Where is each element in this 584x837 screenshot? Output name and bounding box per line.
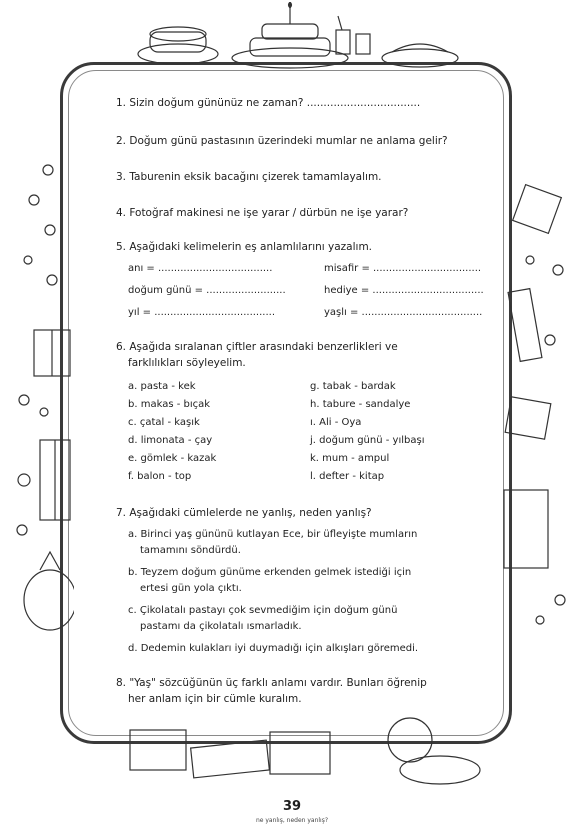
- party-food-illustration: [130, 2, 460, 72]
- gift-box-4: [505, 397, 551, 439]
- pair-g: g. tabak - bardak: [310, 381, 396, 392]
- sentence-a-line-2: tamamını söndürdü.: [140, 545, 241, 556]
- pair-i: ı. Ali - Oya: [310, 417, 362, 428]
- pair-c: c. çatal - kaşık: [128, 417, 200, 428]
- bottom-gifts-illustration: [120, 710, 540, 790]
- pair-k: k. mum - ampul: [310, 453, 390, 464]
- sentence-c-line-2: pastamı da çikolatalı ısmarladık.: [140, 621, 302, 632]
- gift-box-3: [513, 185, 562, 234]
- teddy-head: [388, 718, 432, 762]
- question-6-line-1: 6. Aşağıda sıralanan çiftler arasındaki benzerlikleri ve: [116, 341, 398, 353]
- left-gifts-illustration: [4, 150, 74, 770]
- synonym-ani: anı = ....................................: [128, 263, 273, 274]
- cake-plate: [232, 48, 348, 68]
- question-1: 1. Sizin doğum gününüz ne zaman? ..................................: [116, 97, 421, 109]
- synonym-hediye: hediye = ...................................: [324, 285, 484, 296]
- synonym-yasli: yaşlı = ......................................: [324, 307, 483, 318]
- sentence-b-line-1: b. Teyzem doğum günüme erkenden gelmek istediği için: [128, 567, 412, 578]
- question-2: 2. Doğum günü pastasının üzerindeki mumlar ne anlama gelir?: [116, 135, 448, 147]
- cake-slice: [150, 32, 206, 52]
- pair-j: j. doğum günü - yılbaşı: [310, 435, 425, 446]
- page-footer: ne yanlış, neden yanlış?: [255, 817, 329, 824]
- gift-box-5: [130, 730, 186, 770]
- pair-e: e. gömlek - kazak: [128, 453, 217, 464]
- pair-d: d. limonata - çay: [128, 435, 213, 446]
- wrapped-gift: [24, 570, 74, 630]
- teddy-body: [400, 756, 480, 784]
- gift-box-6: [191, 740, 270, 778]
- synonym-yil: yıl = ......................................: [128, 307, 276, 318]
- pair-f: f. balon - top: [128, 471, 192, 482]
- question-8-line-1: 8. "Yaş" sözcüğünün üç farklı anlamı vardır. Bunları öğrenip: [116, 677, 427, 689]
- pair-l: l. defter - kitap: [310, 471, 385, 482]
- sentence-d: d. Dedemin kulakları iyi duymadığı için alkışları göremedi.: [128, 643, 419, 654]
- gift-box-7: [270, 732, 330, 774]
- candy-tube: [508, 289, 542, 362]
- pair-b: b. makas - bıçak: [128, 399, 211, 410]
- chocolate-box: [504, 490, 548, 568]
- sentence-a-line-1: a. Birinci yaş gününü kutlayan Ece, bir üfleyişte mumların: [128, 529, 418, 540]
- question-6-line-2: farklılıkları söyleyelim.: [128, 357, 246, 369]
- birthday-cake: [250, 38, 330, 56]
- pair-h: h. tabure - sandalye: [310, 399, 411, 410]
- question-7: 7. Aşağıdaki cümlelerde ne yanlış, neden yanlış?: [116, 507, 372, 519]
- pair-a: a. pasta - kek: [128, 381, 196, 392]
- page-number: 39: [282, 799, 302, 814]
- right-gifts-illustration: [500, 180, 580, 700]
- glass-1: [336, 30, 350, 54]
- synonym-misafir: misafir = ..................................: [324, 263, 482, 274]
- sentence-b-line-2: ertesi gün yola çıktı.: [140, 583, 242, 594]
- question-4: 4. Fotoğraf makinesi ne işe yarar / dürbün ne işe yarar?: [116, 207, 409, 219]
- question-8-line-2: her anlam için bir cümle kuralım.: [128, 693, 302, 705]
- question-3: 3. Taburenin eksik bacağını çizerek tamamlayalım.: [116, 171, 382, 183]
- glass-2: [356, 34, 370, 54]
- question-5: 5. Aşağıdaki kelimelerin eş anlamlılarını yazalım.: [116, 241, 373, 253]
- sentence-c-line-1: c. Çikolatalı pastayı çok sevmediğim için doğum günü: [128, 605, 398, 616]
- synonym-dogum-gunu: doğum günü = .........................: [128, 285, 286, 296]
